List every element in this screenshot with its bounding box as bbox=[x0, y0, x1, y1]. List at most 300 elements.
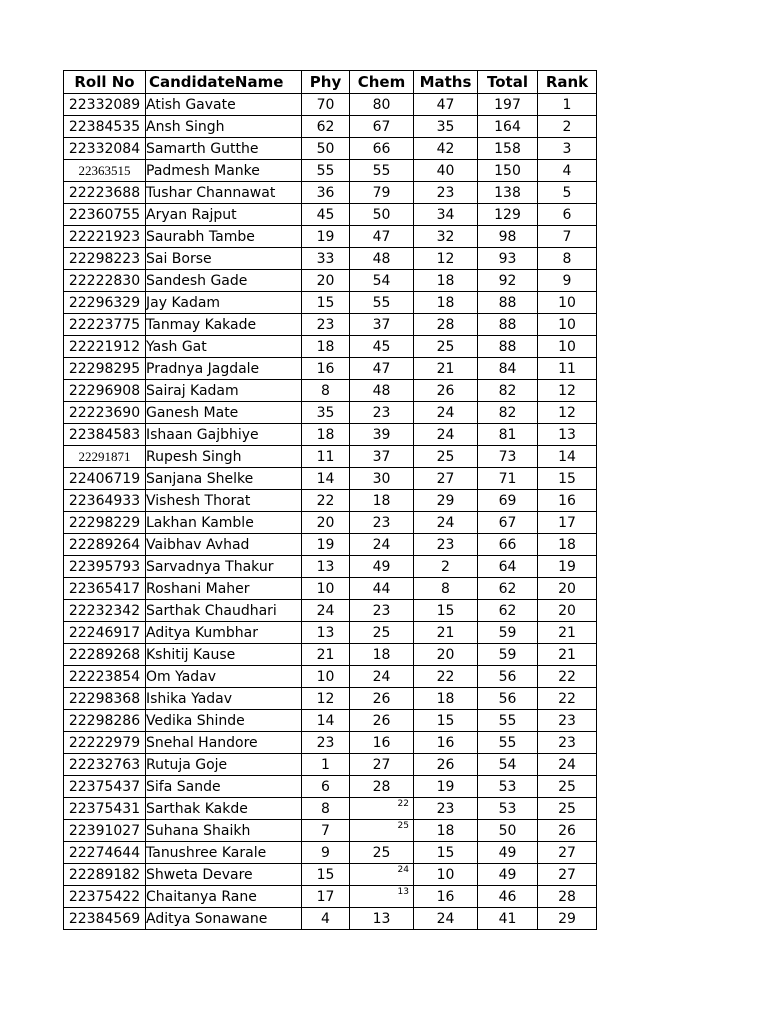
cell-rank: 10 bbox=[538, 336, 597, 358]
cell-total: 49 bbox=[478, 864, 538, 886]
cell-phy: 23 bbox=[302, 732, 350, 754]
cell-candidate-name: Tanmay Kakade bbox=[146, 314, 302, 336]
cell-chem: 27 bbox=[350, 754, 414, 776]
cell-phy: 35 bbox=[302, 402, 350, 424]
table-row bbox=[64, 94, 597, 116]
cell-chem: 25 bbox=[350, 622, 414, 644]
cell-candidate-name: Shweta Devare bbox=[146, 864, 302, 886]
cell-total: 55 bbox=[478, 710, 538, 732]
cell-chem: 26 bbox=[350, 710, 414, 732]
cell-candidate-name: Vedika Shinde bbox=[146, 710, 302, 732]
cell-phy: 23 bbox=[302, 314, 350, 336]
cell-phy: 14 bbox=[302, 710, 350, 732]
cell-rank: 15 bbox=[538, 468, 597, 490]
cell-phy: 15 bbox=[302, 864, 350, 886]
cell-candidate-name: Rupesh Singh bbox=[146, 446, 302, 468]
cell-candidate-name: Ishaan Gajbhiye bbox=[146, 424, 302, 446]
cell-roll-no: 22289182 bbox=[64, 864, 146, 886]
table-row bbox=[64, 776, 597, 798]
cell-phy: 8 bbox=[302, 380, 350, 402]
cell-total: 59 bbox=[478, 644, 538, 666]
cell-roll-no: 22222830 bbox=[64, 270, 146, 292]
cell-candidate-name: Jay Kadam bbox=[146, 292, 302, 314]
table-body bbox=[64, 94, 597, 930]
cell-chem: 13 bbox=[350, 908, 414, 930]
cell-phy: 7 bbox=[302, 820, 350, 842]
cell-maths: 25 bbox=[414, 446, 478, 468]
cell-phy: 15 bbox=[302, 292, 350, 314]
cell-candidate-name: Sanjana Shelke bbox=[146, 468, 302, 490]
cell-candidate-name: Samarth Gutthe bbox=[146, 138, 302, 160]
table-row bbox=[64, 578, 597, 600]
cell-roll-no: 22223775 bbox=[64, 314, 146, 336]
cell-candidate-name: Lakhan Kamble bbox=[146, 512, 302, 534]
cell-rank: 23 bbox=[538, 732, 597, 754]
table-row bbox=[64, 732, 597, 754]
cell-roll-no: 22332089 bbox=[64, 94, 146, 116]
cell-candidate-name: Aditya Sonawane bbox=[146, 908, 302, 930]
cell-candidate-name: Sai Borse bbox=[146, 248, 302, 270]
cell-roll-no: 22375422 bbox=[64, 886, 146, 908]
cell-candidate-name: Saurabh Tambe bbox=[146, 226, 302, 248]
table-row bbox=[64, 886, 597, 908]
cell-phy: 12 bbox=[302, 688, 350, 710]
cell-candidate-name: Padmesh Manke bbox=[146, 160, 302, 182]
cell-roll-no: 22384583 bbox=[64, 424, 146, 446]
cell-candidate-name: Ishika Yadav bbox=[146, 688, 302, 710]
cell-rank: 12 bbox=[538, 402, 597, 424]
table-row bbox=[64, 820, 597, 842]
cell-total: 88 bbox=[478, 292, 538, 314]
cell-roll-no: 22296908 bbox=[64, 380, 146, 402]
cell-chem: 24 bbox=[350, 864, 414, 886]
cell-phy: 45 bbox=[302, 204, 350, 226]
cell-roll-no: 22384569 bbox=[64, 908, 146, 930]
cell-chem: 48 bbox=[350, 380, 414, 402]
cell-chem: 37 bbox=[350, 314, 414, 336]
cell-candidate-name: Sifa Sande bbox=[146, 776, 302, 798]
table-row bbox=[64, 446, 597, 468]
cell-chem: 28 bbox=[350, 776, 414, 798]
cell-rank: 8 bbox=[538, 248, 597, 270]
cell-total: 50 bbox=[478, 820, 538, 842]
cell-total: 82 bbox=[478, 402, 538, 424]
header-rank: Rank bbox=[538, 71, 597, 94]
cell-total: 164 bbox=[478, 116, 538, 138]
cell-maths: 15 bbox=[414, 600, 478, 622]
cell-rank: 27 bbox=[538, 864, 597, 886]
cell-maths: 2 bbox=[414, 556, 478, 578]
cell-phy: 19 bbox=[302, 226, 350, 248]
cell-roll-no: 22223854 bbox=[64, 666, 146, 688]
cell-roll-no: 22232763 bbox=[64, 754, 146, 776]
cell-maths: 32 bbox=[414, 226, 478, 248]
cell-candidate-name: Snehal Handore bbox=[146, 732, 302, 754]
cell-maths: 23 bbox=[414, 798, 478, 820]
cell-phy: 50 bbox=[302, 138, 350, 160]
cell-maths: 20 bbox=[414, 644, 478, 666]
cell-rank: 17 bbox=[538, 512, 597, 534]
table-row bbox=[64, 160, 597, 182]
cell-rank: 22 bbox=[538, 666, 597, 688]
cell-total: 69 bbox=[478, 490, 538, 512]
cell-roll-no: 22298368 bbox=[64, 688, 146, 710]
cell-chem: 24 bbox=[350, 534, 414, 556]
cell-phy: 22 bbox=[302, 490, 350, 512]
cell-rank: 10 bbox=[538, 314, 597, 336]
cell-candidate-name: Chaitanya Rane bbox=[146, 886, 302, 908]
cell-total: 62 bbox=[478, 600, 538, 622]
cell-maths: 22 bbox=[414, 666, 478, 688]
cell-phy: 10 bbox=[302, 578, 350, 600]
table-row bbox=[64, 556, 597, 578]
cell-total: 67 bbox=[478, 512, 538, 534]
cell-candidate-name: Sandesh Gade bbox=[146, 270, 302, 292]
cell-total: 53 bbox=[478, 776, 538, 798]
cell-maths: 34 bbox=[414, 204, 478, 226]
cell-total: 53 bbox=[478, 798, 538, 820]
cell-rank: 22 bbox=[538, 688, 597, 710]
cell-total: 158 bbox=[478, 138, 538, 160]
cell-maths: 18 bbox=[414, 688, 478, 710]
cell-rank: 5 bbox=[538, 182, 597, 204]
cell-phy: 24 bbox=[302, 600, 350, 622]
cell-rank: 14 bbox=[538, 446, 597, 468]
cell-phy: 20 bbox=[302, 270, 350, 292]
cell-phy: 9 bbox=[302, 842, 350, 864]
cell-chem: 55 bbox=[350, 160, 414, 182]
cell-maths: 24 bbox=[414, 424, 478, 446]
table-row bbox=[64, 490, 597, 512]
cell-roll-no: 22221923 bbox=[64, 226, 146, 248]
cell-roll-no: 22291871 bbox=[64, 446, 146, 468]
table-row bbox=[64, 358, 597, 380]
cell-candidate-name: Atish Gavate bbox=[146, 94, 302, 116]
cell-maths: 18 bbox=[414, 270, 478, 292]
cell-chem: 79 bbox=[350, 182, 414, 204]
cell-phy: 17 bbox=[302, 886, 350, 908]
cell-roll-no: 22223688 bbox=[64, 182, 146, 204]
cell-maths: 24 bbox=[414, 512, 478, 534]
cell-candidate-name: Kshitij Kause bbox=[146, 644, 302, 666]
cell-total: 54 bbox=[478, 754, 538, 776]
cell-chem: 47 bbox=[350, 226, 414, 248]
cell-rank: 19 bbox=[538, 556, 597, 578]
table-row bbox=[64, 204, 597, 226]
cell-rank: 21 bbox=[538, 622, 597, 644]
table-row bbox=[64, 908, 597, 930]
header-row bbox=[64, 71, 597, 94]
cell-phy: 10 bbox=[302, 666, 350, 688]
cell-total: 129 bbox=[478, 204, 538, 226]
table-row bbox=[64, 512, 597, 534]
table-row bbox=[64, 270, 597, 292]
cell-candidate-name: Rutuja Goje bbox=[146, 754, 302, 776]
cell-candidate-name: Suhana Shaikh bbox=[146, 820, 302, 842]
header-maths: Maths bbox=[414, 71, 478, 94]
cell-total: 197 bbox=[478, 94, 538, 116]
table-row bbox=[64, 688, 597, 710]
table-row bbox=[64, 468, 597, 490]
cell-chem: 26 bbox=[350, 688, 414, 710]
cell-chem: 48 bbox=[350, 248, 414, 270]
cell-total: 84 bbox=[478, 358, 538, 380]
table-row bbox=[64, 380, 597, 402]
cell-roll-no: 22395793 bbox=[64, 556, 146, 578]
table-row bbox=[64, 226, 597, 248]
cell-roll-no: 22375431 bbox=[64, 798, 146, 820]
cell-phy: 8 bbox=[302, 798, 350, 820]
table-row bbox=[64, 182, 597, 204]
table-row bbox=[64, 248, 597, 270]
cell-phy: 6 bbox=[302, 776, 350, 798]
cell-rank: 25 bbox=[538, 776, 597, 798]
cell-chem: 23 bbox=[350, 512, 414, 534]
cell-rank: 6 bbox=[538, 204, 597, 226]
table-row bbox=[64, 666, 597, 688]
cell-chem: 22 bbox=[350, 798, 414, 820]
cell-total: 62 bbox=[478, 578, 538, 600]
cell-roll-no: 22363515 bbox=[64, 160, 146, 182]
cell-maths: 35 bbox=[414, 116, 478, 138]
cell-phy: 18 bbox=[302, 336, 350, 358]
table-row bbox=[64, 600, 597, 622]
cell-maths: 15 bbox=[414, 710, 478, 732]
cell-roll-no: 22274644 bbox=[64, 842, 146, 864]
cell-maths: 18 bbox=[414, 820, 478, 842]
cell-phy: 62 bbox=[302, 116, 350, 138]
cell-maths: 8 bbox=[414, 578, 478, 600]
cell-candidate-name: Sairaj Kadam bbox=[146, 380, 302, 402]
cell-rank: 1 bbox=[538, 94, 597, 116]
cell-roll-no: 22221912 bbox=[64, 336, 146, 358]
cell-total: 138 bbox=[478, 182, 538, 204]
cell-total: 56 bbox=[478, 688, 538, 710]
cell-rank: 13 bbox=[538, 424, 597, 446]
table-row bbox=[64, 292, 597, 314]
cell-candidate-name: Sarvadnya Thakur bbox=[146, 556, 302, 578]
cell-maths: 42 bbox=[414, 138, 478, 160]
cell-chem: 39 bbox=[350, 424, 414, 446]
cell-maths: 24 bbox=[414, 402, 478, 424]
cell-roll-no: 22222979 bbox=[64, 732, 146, 754]
table-row bbox=[64, 842, 597, 864]
cell-total: 55 bbox=[478, 732, 538, 754]
cell-chem: 25 bbox=[350, 820, 414, 842]
cell-candidate-name: Roshani Maher bbox=[146, 578, 302, 600]
cell-rank: 28 bbox=[538, 886, 597, 908]
cell-total: 59 bbox=[478, 622, 538, 644]
table-row bbox=[64, 622, 597, 644]
cell-total: 46 bbox=[478, 886, 538, 908]
cell-total: 88 bbox=[478, 314, 538, 336]
cell-rank: 27 bbox=[538, 842, 597, 864]
cell-phy: 11 bbox=[302, 446, 350, 468]
cell-total: 56 bbox=[478, 666, 538, 688]
cell-maths: 19 bbox=[414, 776, 478, 798]
cell-total: 73 bbox=[478, 446, 538, 468]
cell-roll-no: 22375437 bbox=[64, 776, 146, 798]
cell-rank: 3 bbox=[538, 138, 597, 160]
cell-roll-no: 22384535 bbox=[64, 116, 146, 138]
table-row bbox=[64, 644, 597, 666]
table-row bbox=[64, 534, 597, 556]
cell-candidate-name: Aditya Kumbhar bbox=[146, 622, 302, 644]
results-table bbox=[63, 70, 597, 930]
cell-chem: 50 bbox=[350, 204, 414, 226]
cell-total: 82 bbox=[478, 380, 538, 402]
cell-maths: 16 bbox=[414, 886, 478, 908]
cell-rank: 23 bbox=[538, 710, 597, 732]
cell-chem: 44 bbox=[350, 578, 414, 600]
cell-maths: 26 bbox=[414, 754, 478, 776]
cell-rank: 18 bbox=[538, 534, 597, 556]
cell-total: 150 bbox=[478, 160, 538, 182]
cell-roll-no: 22246917 bbox=[64, 622, 146, 644]
cell-rank: 25 bbox=[538, 798, 597, 820]
cell-maths: 10 bbox=[414, 864, 478, 886]
cell-maths: 25 bbox=[414, 336, 478, 358]
cell-roll-no: 22298295 bbox=[64, 358, 146, 380]
cell-total: 88 bbox=[478, 336, 538, 358]
cell-chem: 80 bbox=[350, 94, 414, 116]
cell-chem: 18 bbox=[350, 490, 414, 512]
table-row bbox=[64, 798, 597, 820]
cell-roll-no: 22365417 bbox=[64, 578, 146, 600]
cell-phy: 55 bbox=[302, 160, 350, 182]
cell-candidate-name: Yash Gat bbox=[146, 336, 302, 358]
cell-total: 71 bbox=[478, 468, 538, 490]
cell-chem: 55 bbox=[350, 292, 414, 314]
cell-candidate-name: Tushar Channawat bbox=[146, 182, 302, 204]
cell-maths: 16 bbox=[414, 732, 478, 754]
header-roll-no: Roll No bbox=[64, 71, 146, 94]
cell-total: 93 bbox=[478, 248, 538, 270]
cell-chem: 23 bbox=[350, 600, 414, 622]
table-row bbox=[64, 116, 597, 138]
cell-roll-no: 22364933 bbox=[64, 490, 146, 512]
cell-maths: 40 bbox=[414, 160, 478, 182]
cell-roll-no: 22298223 bbox=[64, 248, 146, 270]
cell-rank: 10 bbox=[538, 292, 597, 314]
cell-chem: 47 bbox=[350, 358, 414, 380]
table-row bbox=[64, 336, 597, 358]
cell-candidate-name: Aryan Rajput bbox=[146, 204, 302, 226]
cell-phy: 1 bbox=[302, 754, 350, 776]
cell-maths: 23 bbox=[414, 182, 478, 204]
cell-rank: 21 bbox=[538, 644, 597, 666]
cell-candidate-name: Sarthak Chaudhari bbox=[146, 600, 302, 622]
cell-maths: 27 bbox=[414, 468, 478, 490]
cell-candidate-name: Pradnya Jagdale bbox=[146, 358, 302, 380]
cell-candidate-name: Tanushree Karale bbox=[146, 842, 302, 864]
cell-chem: 37 bbox=[350, 446, 414, 468]
cell-roll-no: 22406719 bbox=[64, 468, 146, 490]
cell-chem: 24 bbox=[350, 666, 414, 688]
cell-maths: 23 bbox=[414, 534, 478, 556]
cell-phy: 21 bbox=[302, 644, 350, 666]
cell-rank: 29 bbox=[538, 908, 597, 930]
cell-chem: 13 bbox=[350, 886, 414, 908]
cell-rank: 9 bbox=[538, 270, 597, 292]
cell-rank: 7 bbox=[538, 226, 597, 248]
cell-phy: 18 bbox=[302, 424, 350, 446]
cell-maths: 12 bbox=[414, 248, 478, 270]
cell-maths: 28 bbox=[414, 314, 478, 336]
table-row bbox=[64, 710, 597, 732]
cell-candidate-name: Ansh Singh bbox=[146, 116, 302, 138]
cell-rank: 26 bbox=[538, 820, 597, 842]
cell-total: 98 bbox=[478, 226, 538, 248]
cell-roll-no: 22332084 bbox=[64, 138, 146, 160]
cell-rank: 12 bbox=[538, 380, 597, 402]
cell-roll-no: 22298286 bbox=[64, 710, 146, 732]
table-row bbox=[64, 424, 597, 446]
cell-maths: 21 bbox=[414, 622, 478, 644]
cell-chem: 67 bbox=[350, 116, 414, 138]
header-candidate-name: CandidateName bbox=[146, 71, 302, 94]
table-row bbox=[64, 754, 597, 776]
cell-total: 81 bbox=[478, 424, 538, 446]
cell-chem: 54 bbox=[350, 270, 414, 292]
cell-total: 92 bbox=[478, 270, 538, 292]
table-row bbox=[64, 314, 597, 336]
cell-phy: 14 bbox=[302, 468, 350, 490]
cell-chem: 66 bbox=[350, 138, 414, 160]
cell-phy: 33 bbox=[302, 248, 350, 270]
cell-phy: 4 bbox=[302, 908, 350, 930]
cell-roll-no: 22232342 bbox=[64, 600, 146, 622]
cell-candidate-name: Ganesh Mate bbox=[146, 402, 302, 424]
table-row bbox=[64, 138, 597, 160]
cell-roll-no: 22298229 bbox=[64, 512, 146, 534]
cell-phy: 36 bbox=[302, 182, 350, 204]
cell-phy: 70 bbox=[302, 94, 350, 116]
cell-rank: 20 bbox=[538, 578, 597, 600]
cell-phy: 19 bbox=[302, 534, 350, 556]
cell-roll-no: 22223690 bbox=[64, 402, 146, 424]
cell-chem: 25 bbox=[350, 842, 414, 864]
cell-maths: 47 bbox=[414, 94, 478, 116]
cell-phy: 20 bbox=[302, 512, 350, 534]
cell-maths: 26 bbox=[414, 380, 478, 402]
cell-candidate-name: Sarthak Kakde bbox=[146, 798, 302, 820]
cell-rank: 16 bbox=[538, 490, 597, 512]
cell-total: 49 bbox=[478, 842, 538, 864]
cell-roll-no: 22391027 bbox=[64, 820, 146, 842]
cell-total: 41 bbox=[478, 908, 538, 930]
header-total: Total bbox=[478, 71, 538, 94]
cell-phy: 13 bbox=[302, 556, 350, 578]
cell-rank: 24 bbox=[538, 754, 597, 776]
table-header bbox=[64, 71, 597, 94]
cell-roll-no: 22296329 bbox=[64, 292, 146, 314]
cell-rank: 4 bbox=[538, 160, 597, 182]
cell-total: 66 bbox=[478, 534, 538, 556]
cell-maths: 21 bbox=[414, 358, 478, 380]
table-row bbox=[64, 864, 597, 886]
cell-rank: 2 bbox=[538, 116, 597, 138]
cell-maths: 18 bbox=[414, 292, 478, 314]
cell-rank: 20 bbox=[538, 600, 597, 622]
cell-chem: 30 bbox=[350, 468, 414, 490]
cell-chem: 45 bbox=[350, 336, 414, 358]
cell-maths: 29 bbox=[414, 490, 478, 512]
header-phy: Phy bbox=[302, 71, 350, 94]
cell-roll-no: 22360755 bbox=[64, 204, 146, 226]
cell-maths: 15 bbox=[414, 842, 478, 864]
cell-maths: 24 bbox=[414, 908, 478, 930]
